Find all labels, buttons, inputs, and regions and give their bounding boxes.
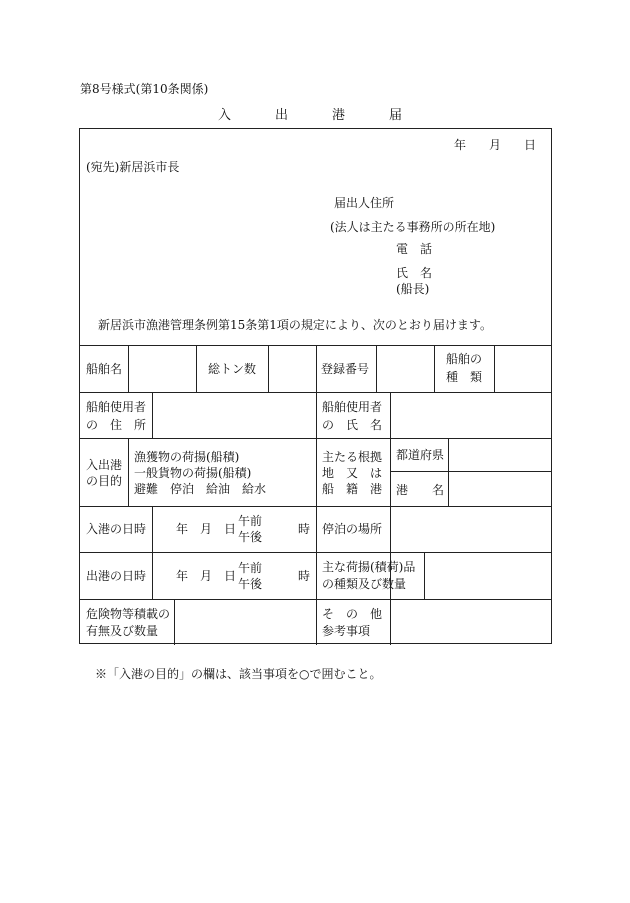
mooring-place-label: 停泊の場所 xyxy=(322,522,383,536)
rule-v7 xyxy=(494,345,495,392)
rule-v1 xyxy=(128,345,129,392)
applicant-address-label: 届出人住所 xyxy=(334,196,395,210)
entry-hour-label: 時 xyxy=(298,522,311,536)
prefecture-label: 都道府県 xyxy=(396,448,445,462)
rule-v-row6-a xyxy=(174,599,175,645)
date-month-label: 月 xyxy=(489,138,502,152)
gross-tonnage-label: 総トン数 xyxy=(208,362,257,376)
form-frame xyxy=(79,128,552,644)
cargo-label-1: 主な荷揚(積荷)品 xyxy=(322,560,416,574)
rule-v2 xyxy=(196,345,197,392)
rule-v-mid2 xyxy=(390,392,391,645)
date-year-label: 年 xyxy=(454,138,467,152)
exit-datetime-label: 出港の日時 xyxy=(86,569,147,583)
entry-am-label: 午前 xyxy=(238,514,263,528)
rule-v-row5-b xyxy=(424,552,425,599)
rule-prefecture-port xyxy=(390,471,551,472)
exit-am-label: 午前 xyxy=(238,561,263,575)
applicant-address-note: (法人は主たる事務所の所在地) xyxy=(330,220,496,234)
phone-label: 電 話 xyxy=(396,242,433,256)
date-day-label: 日 xyxy=(524,138,537,152)
purpose-option-other[interactable]: 避難 停泊 給油 給水 xyxy=(134,482,267,496)
exit-day-label: 日 xyxy=(224,569,237,583)
exit-year-label: 年 xyxy=(176,569,189,583)
ship-name-label: 船舶名 xyxy=(86,362,123,376)
rule-v5 xyxy=(376,345,377,392)
purpose-label-2: の目的 xyxy=(86,474,123,488)
rule-v4 xyxy=(316,345,317,392)
port-label: 港 名 xyxy=(396,483,445,497)
entry-month-label: 月 xyxy=(200,522,213,536)
hazmat-label-1: 危険物等積載の xyxy=(86,607,171,621)
form-number-label: 第8号様式(第10条関係) xyxy=(80,82,209,96)
base-port-label-1: 主たる根拠 xyxy=(322,450,383,464)
footnote: ※「入港の目的」の欄は、該当事項を○で囲むこと。 xyxy=(95,667,382,681)
purpose-option-cargo[interactable]: 一般貨物の荷揚(船積) xyxy=(134,466,252,480)
other-label-2: 参考事項 xyxy=(322,624,371,638)
exit-pm-label: 午後 xyxy=(238,577,263,591)
hazmat-label-2: 有無及び数量 xyxy=(86,624,159,638)
form-title: 入出港届 xyxy=(218,108,447,123)
rule-v6 xyxy=(434,345,435,392)
rule-v-row45-a xyxy=(152,506,153,599)
user-name-label-2: の 氏 名 xyxy=(322,418,383,432)
user-address-label-2: の 住 所 xyxy=(86,418,147,432)
user-name-label-1: 船舶使用者 xyxy=(322,400,383,414)
rule-v-row3-b xyxy=(448,438,449,506)
ship-type-label-2: 種 類 xyxy=(446,370,483,384)
purpose-label-1: 入出港 xyxy=(86,458,123,472)
base-port-label-2: 地 又 は xyxy=(322,466,383,480)
rule-v3 xyxy=(268,345,269,392)
base-port-label-3: 船 籍 港 xyxy=(322,482,383,496)
purpose-option-catch[interactable]: 漁獲物の荷揚(船積) xyxy=(134,450,240,464)
cargo-label-2: の種類及び数量 xyxy=(322,577,407,591)
rule-v-row3-a xyxy=(128,438,129,506)
registration-number-label: 登録番号 xyxy=(321,362,370,376)
entry-year-label: 年 xyxy=(176,522,189,536)
rule-v-row2-a xyxy=(152,392,153,438)
exit-month-label: 月 xyxy=(200,569,213,583)
name-label: 氏 名 xyxy=(396,266,433,280)
other-label-1: そ の 他 xyxy=(322,607,383,621)
user-address-label-1: 船舶使用者 xyxy=(86,400,147,414)
ship-type-label-1: 船舶の xyxy=(446,352,483,366)
entry-day-label: 日 xyxy=(224,522,237,536)
addressee: (宛先)新居浜市長 xyxy=(86,160,180,174)
captain-label: (船長) xyxy=(396,282,430,296)
rule-v-mid xyxy=(316,392,317,645)
exit-hour-label: 時 xyxy=(298,569,311,583)
statement-text: 新居浜市漁港管理条例第15条第1項の規定により、次のとおり届けます。 xyxy=(98,318,492,332)
entry-datetime-label: 入港の日時 xyxy=(86,522,147,536)
entry-pm-label: 午後 xyxy=(238,530,263,544)
